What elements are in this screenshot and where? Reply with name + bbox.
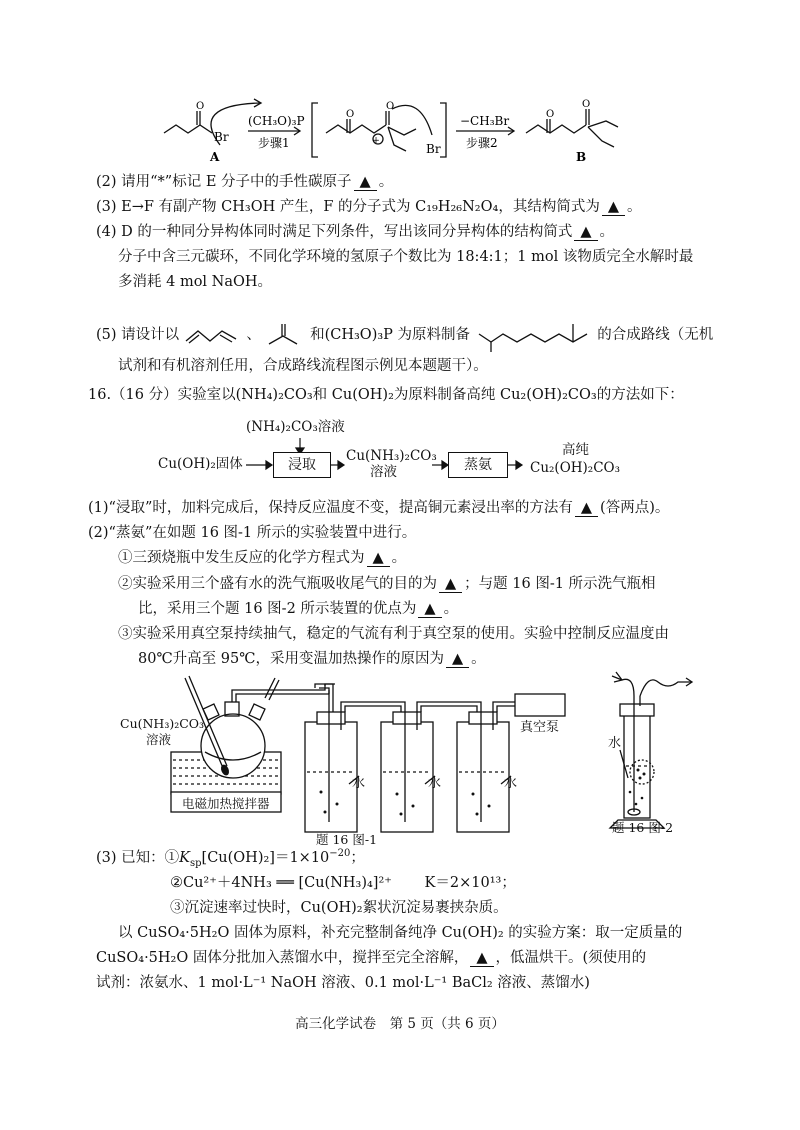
question-16-1: (1)“浸取”时，加料完成后，保持反应温度不变，提高铜元素浸出率的方法有 ▲ (答两点)。 xyxy=(88,500,670,516)
flow-mid-2: 溶液 xyxy=(370,464,397,480)
answer-blank[interactable]: ▲ xyxy=(575,500,598,517)
flask-label-2: 溶液 xyxy=(146,732,172,747)
figure-2-caption: 题 16 图-2 xyxy=(612,820,674,835)
flow-box-distill: 蒸氨 xyxy=(448,452,508,478)
stirrer-label: 电磁加热搅拌器 xyxy=(182,796,270,811)
water-label-2: 水 xyxy=(428,776,442,791)
question-16-2-a: ①三颈烧瓶中发生反应的化学方程式为 ▲ 。 xyxy=(118,550,407,566)
question-4: (4) D 的一种同分异构体同时满足下列条件，写出该同分异构体的结构简式 ▲ 。 xyxy=(96,224,615,240)
svg-text:+: + xyxy=(372,136,380,146)
answer-blank[interactable]: ▲ xyxy=(439,576,462,593)
water-label-1: 水 xyxy=(352,776,366,791)
label-a: A xyxy=(210,150,220,164)
question-16-3-reagents: 试剂：浓氨水、1 mol·L⁻¹ NaOH 溶液、0.1 mol·L⁻¹ BaCl₂ 溶液、蒸馏水) xyxy=(96,975,590,991)
flow-start: Cu(OH)₂固体 xyxy=(158,456,243,472)
water-label-fig2: 水 xyxy=(608,736,622,751)
answer-blank[interactable]: ▲ xyxy=(470,950,493,967)
vacuum-pump-label: 真空泵 xyxy=(520,720,560,735)
reagent-1: (CH₃O)₃P xyxy=(248,114,305,128)
flow-box-leach: 浸取 xyxy=(273,452,331,478)
question-4-condition: 分子中含三元碳环，不同化学环境的氢原子个数比为 18:4:1；1 mol 该物质完全水解时最 xyxy=(118,249,694,265)
flow-end-2: Cu₂(OH)₂CO₃ xyxy=(530,460,621,476)
svg-text:O: O xyxy=(386,101,395,112)
apparatus-figure-1 xyxy=(115,672,575,847)
question-4-condition-cont: 多消耗 4 mol NaOH。 xyxy=(118,274,273,290)
br-leaving: Br xyxy=(214,130,229,144)
question-16-2-b: ②实验采用三个盛有水的洗气瓶吸收尾气的目的为 ▲ ；与题 16 图-1 所示洗气瓶相 xyxy=(118,576,656,592)
flow-reagent: (NH₄)₂CO₃溶液 xyxy=(246,419,345,435)
step-1-label: 步骤1 xyxy=(258,136,290,150)
answer-blank[interactable]: ▲ xyxy=(354,174,377,191)
question-16-3-known-2: ②Cu²⁺＋4NH₃ ══ [Cu(NH₃)₄]²⁺ K＝2×10¹³； xyxy=(170,875,516,891)
svg-text:O: O xyxy=(346,109,355,120)
answer-blank[interactable]: ▲ xyxy=(602,199,625,216)
butadiene-structure xyxy=(184,325,242,345)
flask-label-1: Cu(NH₃)₂CO₃ xyxy=(120,716,205,731)
svg-text:O: O xyxy=(546,109,555,120)
reagent-2: −CH₃Br xyxy=(460,114,510,128)
question-16-2-c-cont: 80℃升高至 95℃，采用变温加热操作的原因为 ▲ 。 xyxy=(138,651,486,667)
question-16-2: (2)“蒸氨”在如题 16 图-1 所示的实验装置中进行。 xyxy=(88,525,417,541)
question-16-title: 16.（16 分）实验室以(NH₄)₂CO₃和 Cu(OH)₂为原料制备高纯 Cu₂(OH)₂CO₃的方法如下： xyxy=(88,387,684,403)
reaction-scheme xyxy=(150,95,670,165)
question-5: (5) 请设计以 、 和(CH₃O)₃P 为原料制备 的合成路线（无机 xyxy=(96,318,713,352)
svg-text:O: O xyxy=(582,99,591,110)
br-anion: Br xyxy=(426,142,441,156)
svg-text:O: O xyxy=(196,101,205,112)
page-footer: 高三化学试卷 第 5 页（共 6 页） xyxy=(295,1016,505,1032)
question-16-2-b-cont: 比，采用三个题 16 图-2 所示装置的优点为 ▲ 。 xyxy=(138,601,459,617)
water-label-3: 水 xyxy=(504,776,518,791)
question-16-3-plan: 以 CuSO₄·5H₂O 固体为原料，补充完整制备纯净 Cu(OH)₂ 的实验方案：取一定质量的 xyxy=(118,925,683,941)
target-alkane-structure xyxy=(475,318,593,352)
flow-end-1: 高纯 xyxy=(562,442,589,458)
question-16-2-c: ③实验采用真空泵持续抽气，稳定的气流有利于真空泵的使用。实验中控制反应温度由 xyxy=(118,626,669,642)
figure-1-caption: 题 16 图-1 xyxy=(316,832,378,847)
question-3: (3) E→F 有副产物 CH₃OH 产生，F 的分子式为 C₁₉H₂₆N₂O₄，其结构简式为 ▲ 。 xyxy=(96,199,642,215)
question-5-cont: 试剂和有机溶剂任用，合成路线流程图示例见本题题干）。 xyxy=(118,358,488,374)
flow-mid-1: Cu(NH₃)₂CO₃ xyxy=(346,448,437,464)
label-b: B xyxy=(576,150,587,164)
answer-blank[interactable]: ▲ xyxy=(574,224,597,241)
question-2: (2) 请用“*”标记 E 分子中的手性碳原子 ▲ 。 xyxy=(96,174,394,190)
acetone-structure xyxy=(265,322,305,348)
answer-blank[interactable]: ▲ xyxy=(418,601,441,618)
question-16-3-known-1: (3) 已知：$①K_{sp}[Cu(OH)_2]=1\times 10^{-20}$； xyxy=(96,848,365,869)
step-2-label: 步骤2 xyxy=(466,136,498,150)
answer-blank[interactable]: ▲ xyxy=(446,651,469,668)
question-16-3-plan-cont: CuSO₄·5H₂O 固体分批加入蒸馏水中，搅拌至完全溶解， ▲ ，低温烘干。(须使用的 xyxy=(96,950,647,966)
question-16-3-known-3: ③沉淀速率过快时，Cu(OH)₂絮状沉淀易裹挟杂质。 xyxy=(170,900,508,916)
answer-blank[interactable]: ▲ xyxy=(367,550,390,567)
